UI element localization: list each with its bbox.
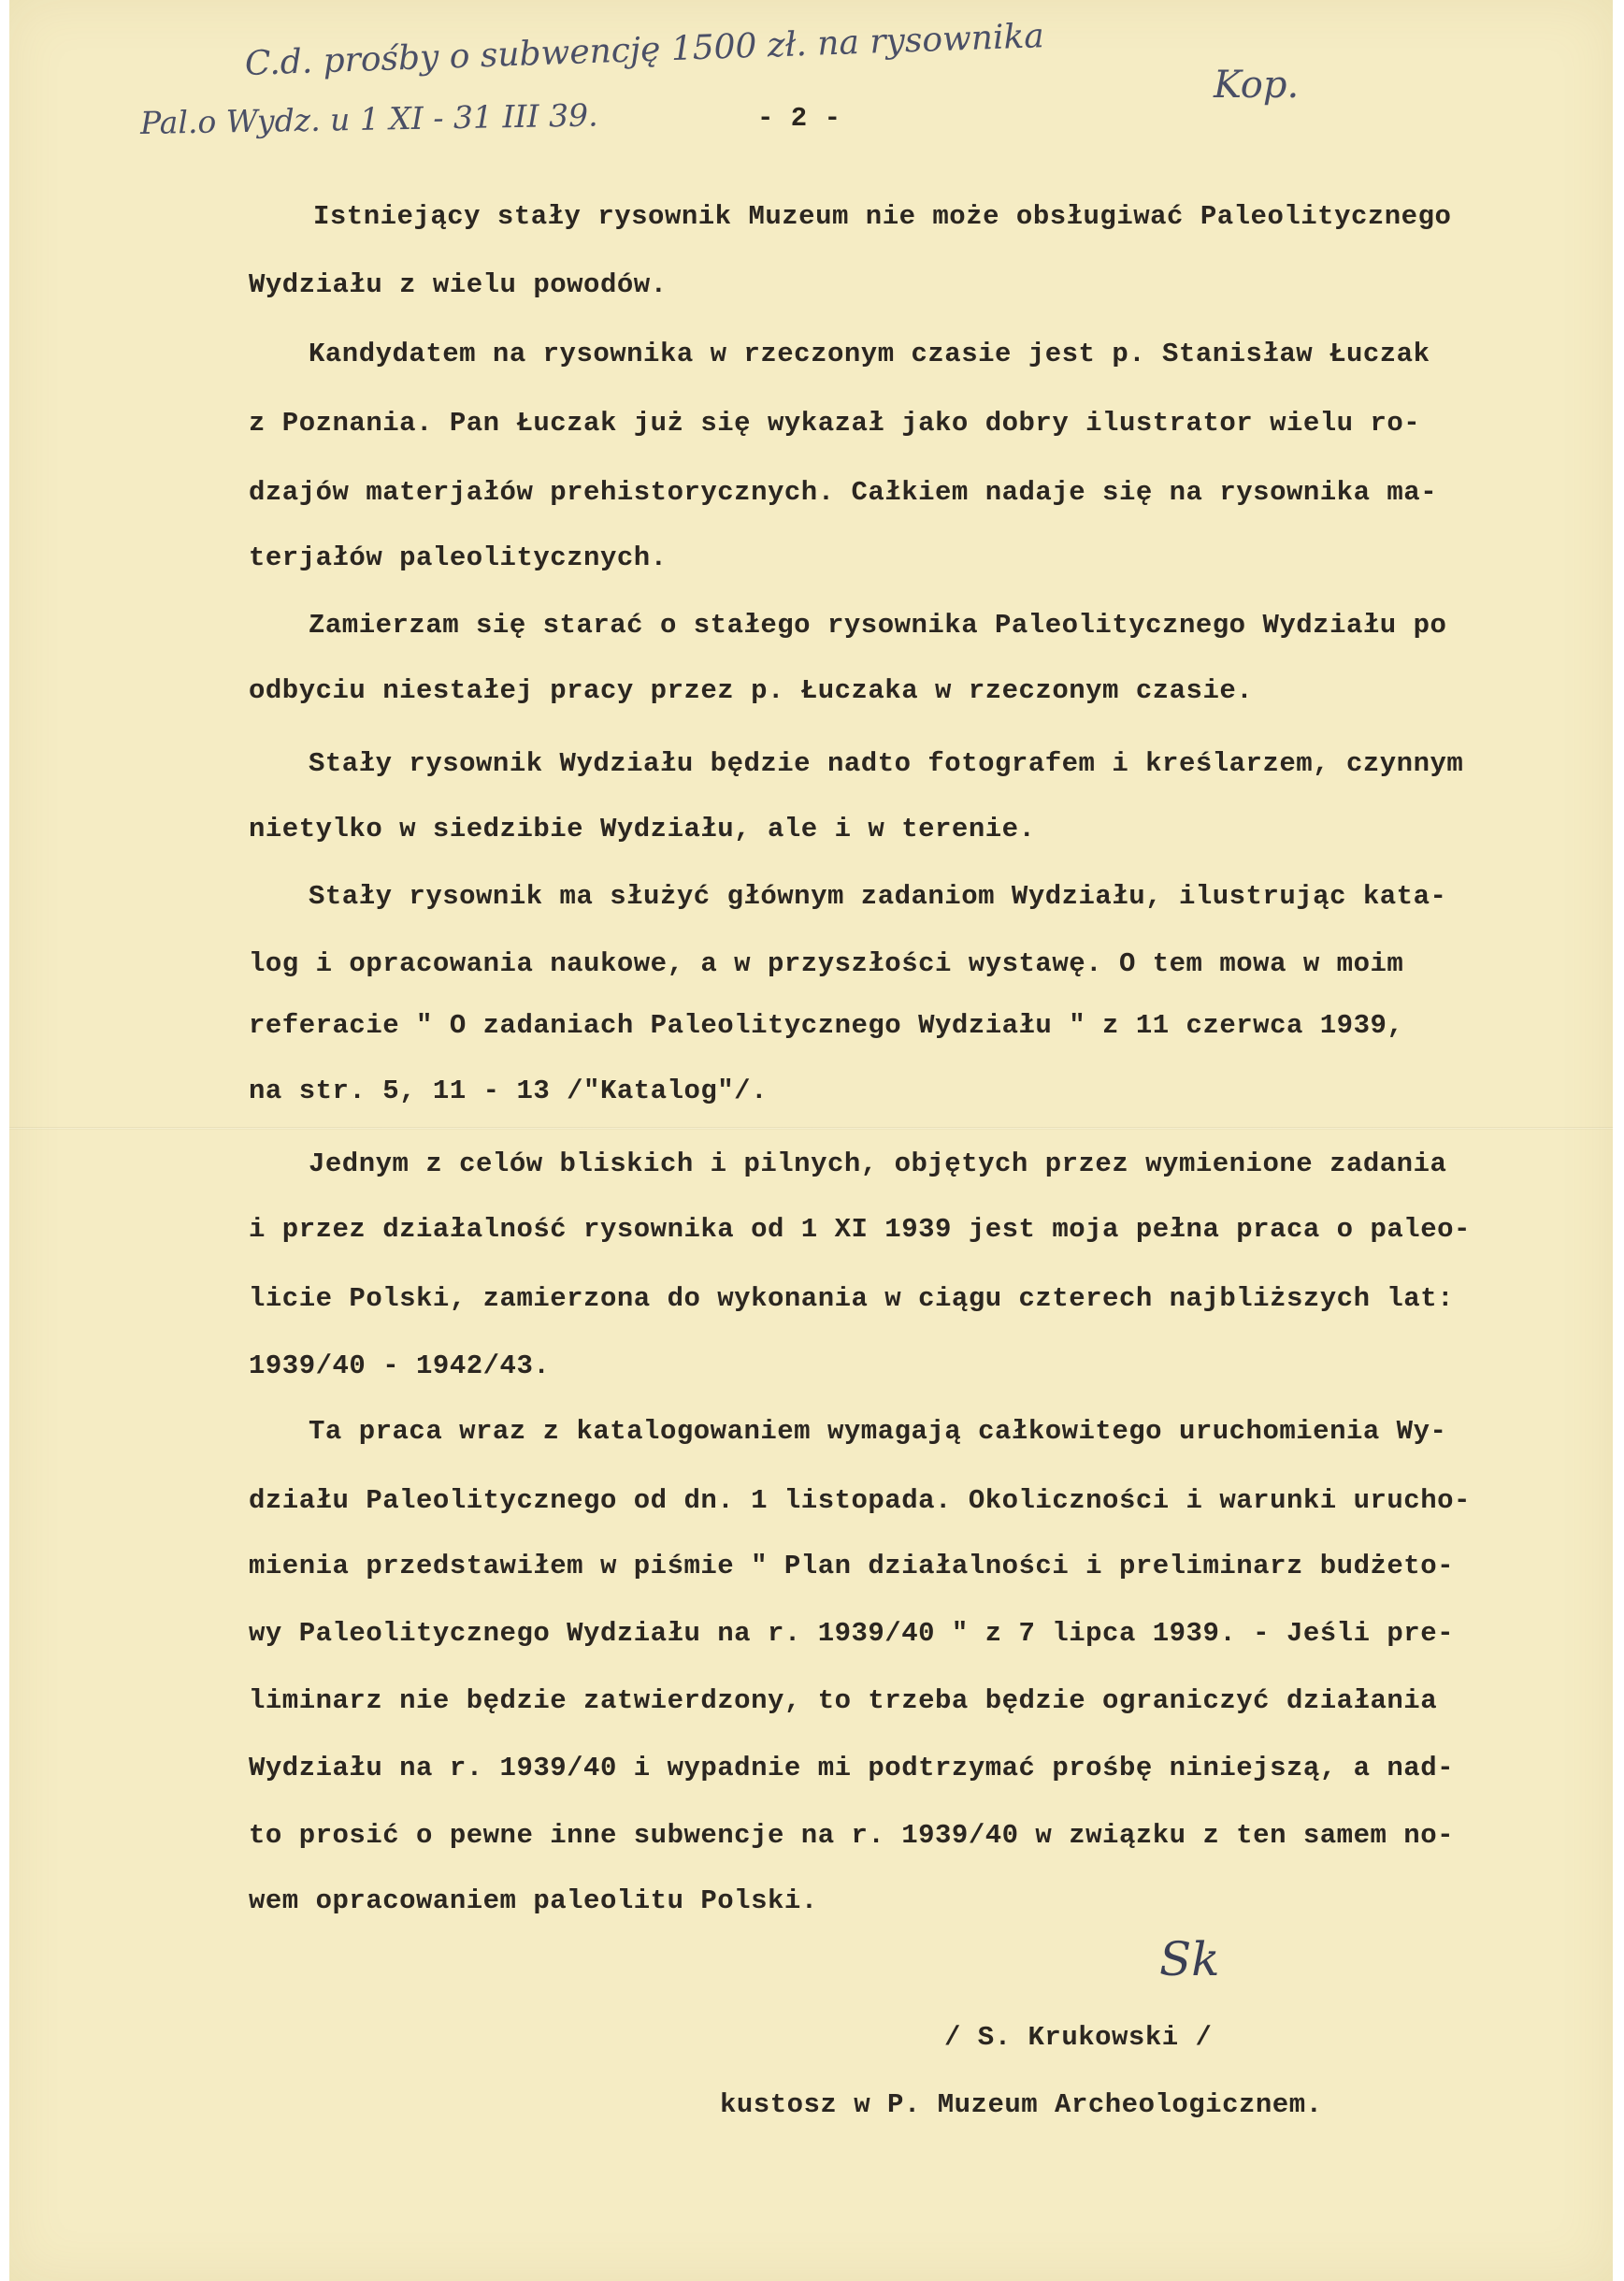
body-line: Stały rysownik Wydziału będzie nadto fotografem i kreślarzem, czynnym xyxy=(309,748,1464,779)
signature-name: / S. Krukowski / xyxy=(944,2022,1213,2053)
handwritten-corner-note: Kop. xyxy=(1214,64,1300,107)
body-line: terjałów paleolitycznych. xyxy=(249,542,668,573)
body-line: Kandydatem na rysownika w rzeczonym czasie jest p. Stanisław Łuczak xyxy=(309,339,1430,369)
body-line: Zamierzam się starać o stałego rysownika Paleolitycznego Wydziału po xyxy=(309,610,1447,641)
body-line: na str. 5, 11 - 13 /"Katalog"/. xyxy=(249,1076,768,1106)
body-line: z Poznania. Pan Łuczak już się wykazał jako dobry ilustrator wielu ro- xyxy=(249,408,1421,439)
body-line: Stały rysownik ma służyć głównym zadaniom Wydziału, ilustrując kata- xyxy=(309,881,1447,912)
body-line: działu Paleolitycznego od dn. 1 listopada. Okoliczności i warunki urucho- xyxy=(249,1485,1471,1516)
body-line: nietylko w siedzibie Wydziału, ale i w terenie. xyxy=(249,814,1036,845)
body-line: liminarz nie będzie zatwierdzony, to trzeba będzie ograniczyć działania xyxy=(249,1685,1438,1716)
body-line: licie Polski, zamierzona do wykonania w ciągu czterech najbliższych lat: xyxy=(249,1283,1455,1314)
signature-title: kustosz w P. Muzeum Archeologicznem. xyxy=(720,2089,1323,2120)
body-line: wy Paleolitycznego Wydziału na r. 1939/40 " z 7 lipca 1939. - Jeśli pre- xyxy=(249,1618,1455,1649)
handwritten-note-line2: Pal.o Wydz. u 1 XI - 31 III 39. xyxy=(139,96,598,141)
body-line: Jednym z celów bliskich i pilnych, objętych przez wymienione zadania xyxy=(309,1148,1447,1179)
body-line: to prosić o pewne inne subwencje na r. 1939/40 w związku z ten samem no- xyxy=(249,1820,1455,1851)
body-line: mienia przedstawiłem w piśmie " Plan działalności i preliminarz budżeto- xyxy=(249,1551,1455,1581)
body-line: Wydziału z wielu powodów. xyxy=(249,269,668,300)
paper-fold xyxy=(9,1127,1613,1130)
body-line: Ta praca wraz z katalogowaniem wymagają całkowitego uruchomienia Wy- xyxy=(309,1416,1447,1447)
body-line: wem opracowaniem paleolitu Polski. xyxy=(249,1885,818,1916)
body-line: i przez działalność rysownika od 1 XI 1939 jest moja pełna praca o paleo- xyxy=(249,1214,1471,1245)
body-line: dzajów materjałów prehistorycznych. Całkiem nadaje się na rysownika ma- xyxy=(249,477,1438,508)
body-line: referacie " O zadaniach Paleolitycznego Wydziału " z 11 czerwca 1939, xyxy=(249,1010,1404,1041)
handwritten-note-line1: C.d. prośby o subwencję 1500 zł. na rysownika xyxy=(244,17,1045,83)
body-line: Wydziału na r. 1939/40 i wypadnie mi podtrzymać prośbę niniejszą, a nad- xyxy=(249,1753,1455,1783)
body-line: Istniejący stały rysownik Muzeum nie może obsługiwać Paleolitycznego xyxy=(313,201,1452,232)
body-line: log i opracowania naukowe, a w przyszłości wystawę. O tem mowa w moim xyxy=(249,948,1404,979)
body-line: 1939/40 - 1942/43. xyxy=(249,1350,551,1381)
page-number: - 2 - xyxy=(757,103,841,134)
body-line: odbyciu niestałej pracy przez p. Łuczaka w rzeczonym czasie. xyxy=(249,675,1254,706)
handwritten-initials: Sk xyxy=(1159,1932,1220,1986)
document-page xyxy=(9,0,1613,2281)
